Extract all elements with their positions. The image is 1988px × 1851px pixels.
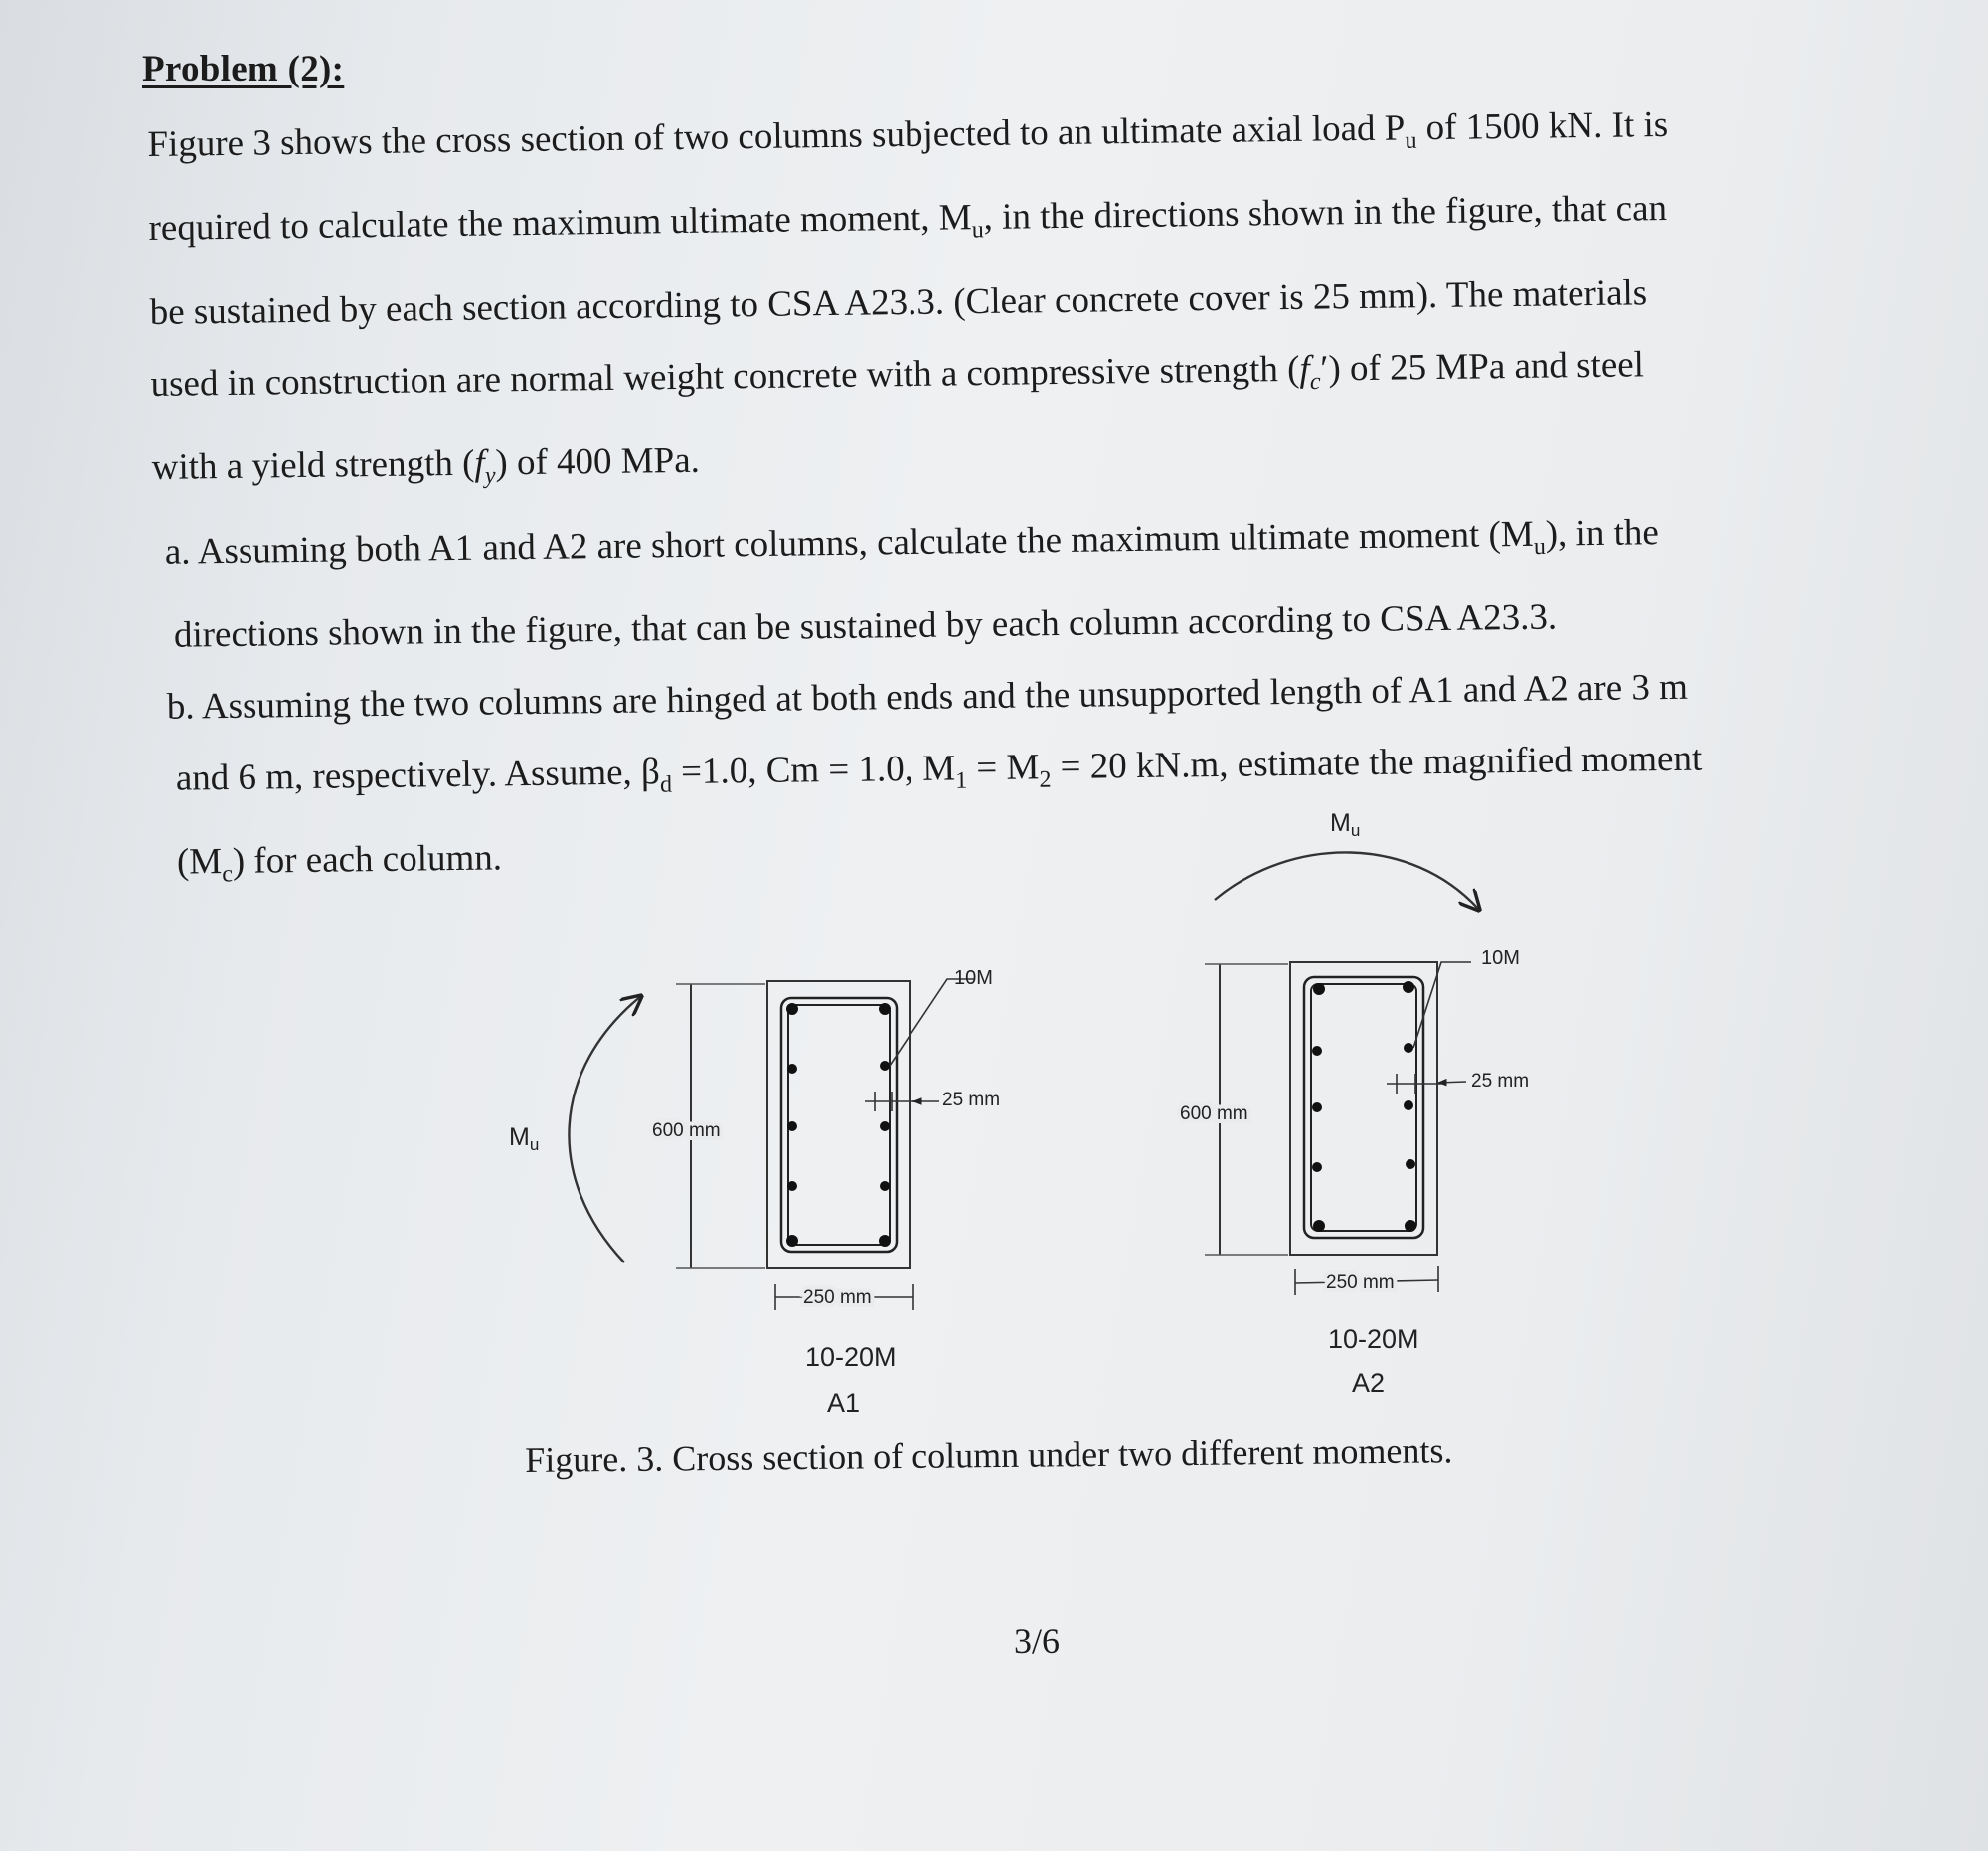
item-b-line-2: and 6 m, respectively. Assume, $\beta_d =1.0$, Cm = 1.0, $M_1 = M_2 = 20$ kN.m, estimate the magnified moment bbox=[175, 738, 1703, 799]
a1-rebar bbox=[880, 1181, 890, 1191]
problem-heading: Problem (2): bbox=[142, 49, 345, 89]
item-a-line-1: a. Assuming both A1 and A2 are short columns, calculate the maximum ultimate moment $(M_u)$, in the bbox=[164, 511, 1660, 573]
a1-rebar bbox=[786, 1235, 798, 1247]
a1-rebar bbox=[880, 1061, 890, 1071]
a1-name: A1 bbox=[827, 1388, 861, 1418]
item-b-line-1: b. Assuming the two columns are hinged at both ends and the unsupported length of A1 and A2 are 3 m bbox=[166, 666, 1689, 728]
a2-height-label: 600 mm bbox=[1180, 1103, 1248, 1124]
a1-tie-inner bbox=[788, 1005, 890, 1245]
a1-width-label: 250 mm bbox=[803, 1287, 872, 1308]
a2-rebar bbox=[1312, 1046, 1322, 1056]
a2-rebar bbox=[1405, 1220, 1416, 1232]
item-b-line-3: $(M_c)$ for each column. bbox=[176, 837, 503, 888]
a1-moment-label: $M_u$ bbox=[509, 1123, 540, 1154]
a1-rebar bbox=[787, 1064, 797, 1074]
a2-tie-label: 10M bbox=[1481, 947, 1520, 969]
a2-rebar bbox=[1404, 1100, 1413, 1110]
a1-cover-label: 25 mm bbox=[942, 1090, 1001, 1110]
statement-line-5: with a yield strength $(f_y)$ of 400 MPa. bbox=[151, 439, 701, 490]
a2-moment-arrow bbox=[1215, 852, 1479, 910]
a2-cover-label: 25 mm bbox=[1471, 1071, 1530, 1092]
a2-tie-leader bbox=[1413, 962, 1471, 1048]
a2-width-label: 250 mm bbox=[1326, 1272, 1395, 1293]
statement-line-2: required to calculate the maximum ultimate moment, $M_u$, in the directions shown in the figure, that can bbox=[148, 188, 1668, 250]
statement-line-1: Figure 3 shows the cross section of two columns subjected to an ultimate axial load $P_u$ of 1500 kN. It is bbox=[147, 103, 1669, 165]
a1-rebar bbox=[879, 1003, 891, 1015]
a1-rebar bbox=[880, 1121, 890, 1131]
page-number: 3/6 bbox=[1014, 1621, 1061, 1661]
a2-rebar bbox=[1312, 1102, 1322, 1112]
item-a-line-2: directions shown in the figure, that can be sustained by each column according to CSA A23.3. bbox=[173, 596, 1558, 656]
a1-tie-outer bbox=[781, 998, 897, 1252]
a2-bars-label: 10-20M bbox=[1328, 1324, 1419, 1354]
a2-rebar bbox=[1404, 1043, 1413, 1053]
statement-line-4: used in construction are normal weight concrete with a compressive strength $(f_c')$ of 25 MPa and steel bbox=[150, 344, 1645, 405]
a2-rebar bbox=[1313, 983, 1325, 995]
a2-name: A2 bbox=[1352, 1368, 1386, 1398]
a1-rebar bbox=[786, 1003, 798, 1015]
a2-tie-inner bbox=[1311, 984, 1416, 1231]
figure-caption: Figure. 3. Cross section of column under two different moments. bbox=[525, 1430, 1453, 1480]
a2-rebar bbox=[1313, 1220, 1325, 1232]
a1-height-label: 600 mm bbox=[652, 1120, 721, 1141]
a1-moment-arrow bbox=[569, 996, 641, 1262]
a1-tie-label: 10M bbox=[954, 967, 993, 989]
a1-rebar bbox=[787, 1121, 797, 1131]
column-a2-diagram bbox=[1180, 809, 1529, 1398]
statement-line-3: be sustained by each section according to CSA A23.3. (Clear concrete cover is 25 mm). The materials bbox=[149, 272, 1648, 333]
column-a1-diagram bbox=[509, 967, 1000, 1418]
a2-moment-label: $M_u$ bbox=[1330, 809, 1361, 840]
a2-rebar bbox=[1406, 1159, 1415, 1169]
a1-bars-label: 10-20M bbox=[805, 1342, 897, 1372]
a2-rebar bbox=[1403, 981, 1414, 993]
a1-rebar bbox=[879, 1235, 891, 1247]
a1-rebar bbox=[787, 1181, 797, 1191]
a2-rebar bbox=[1312, 1162, 1322, 1172]
a1-tie-leader bbox=[890, 979, 974, 1066]
